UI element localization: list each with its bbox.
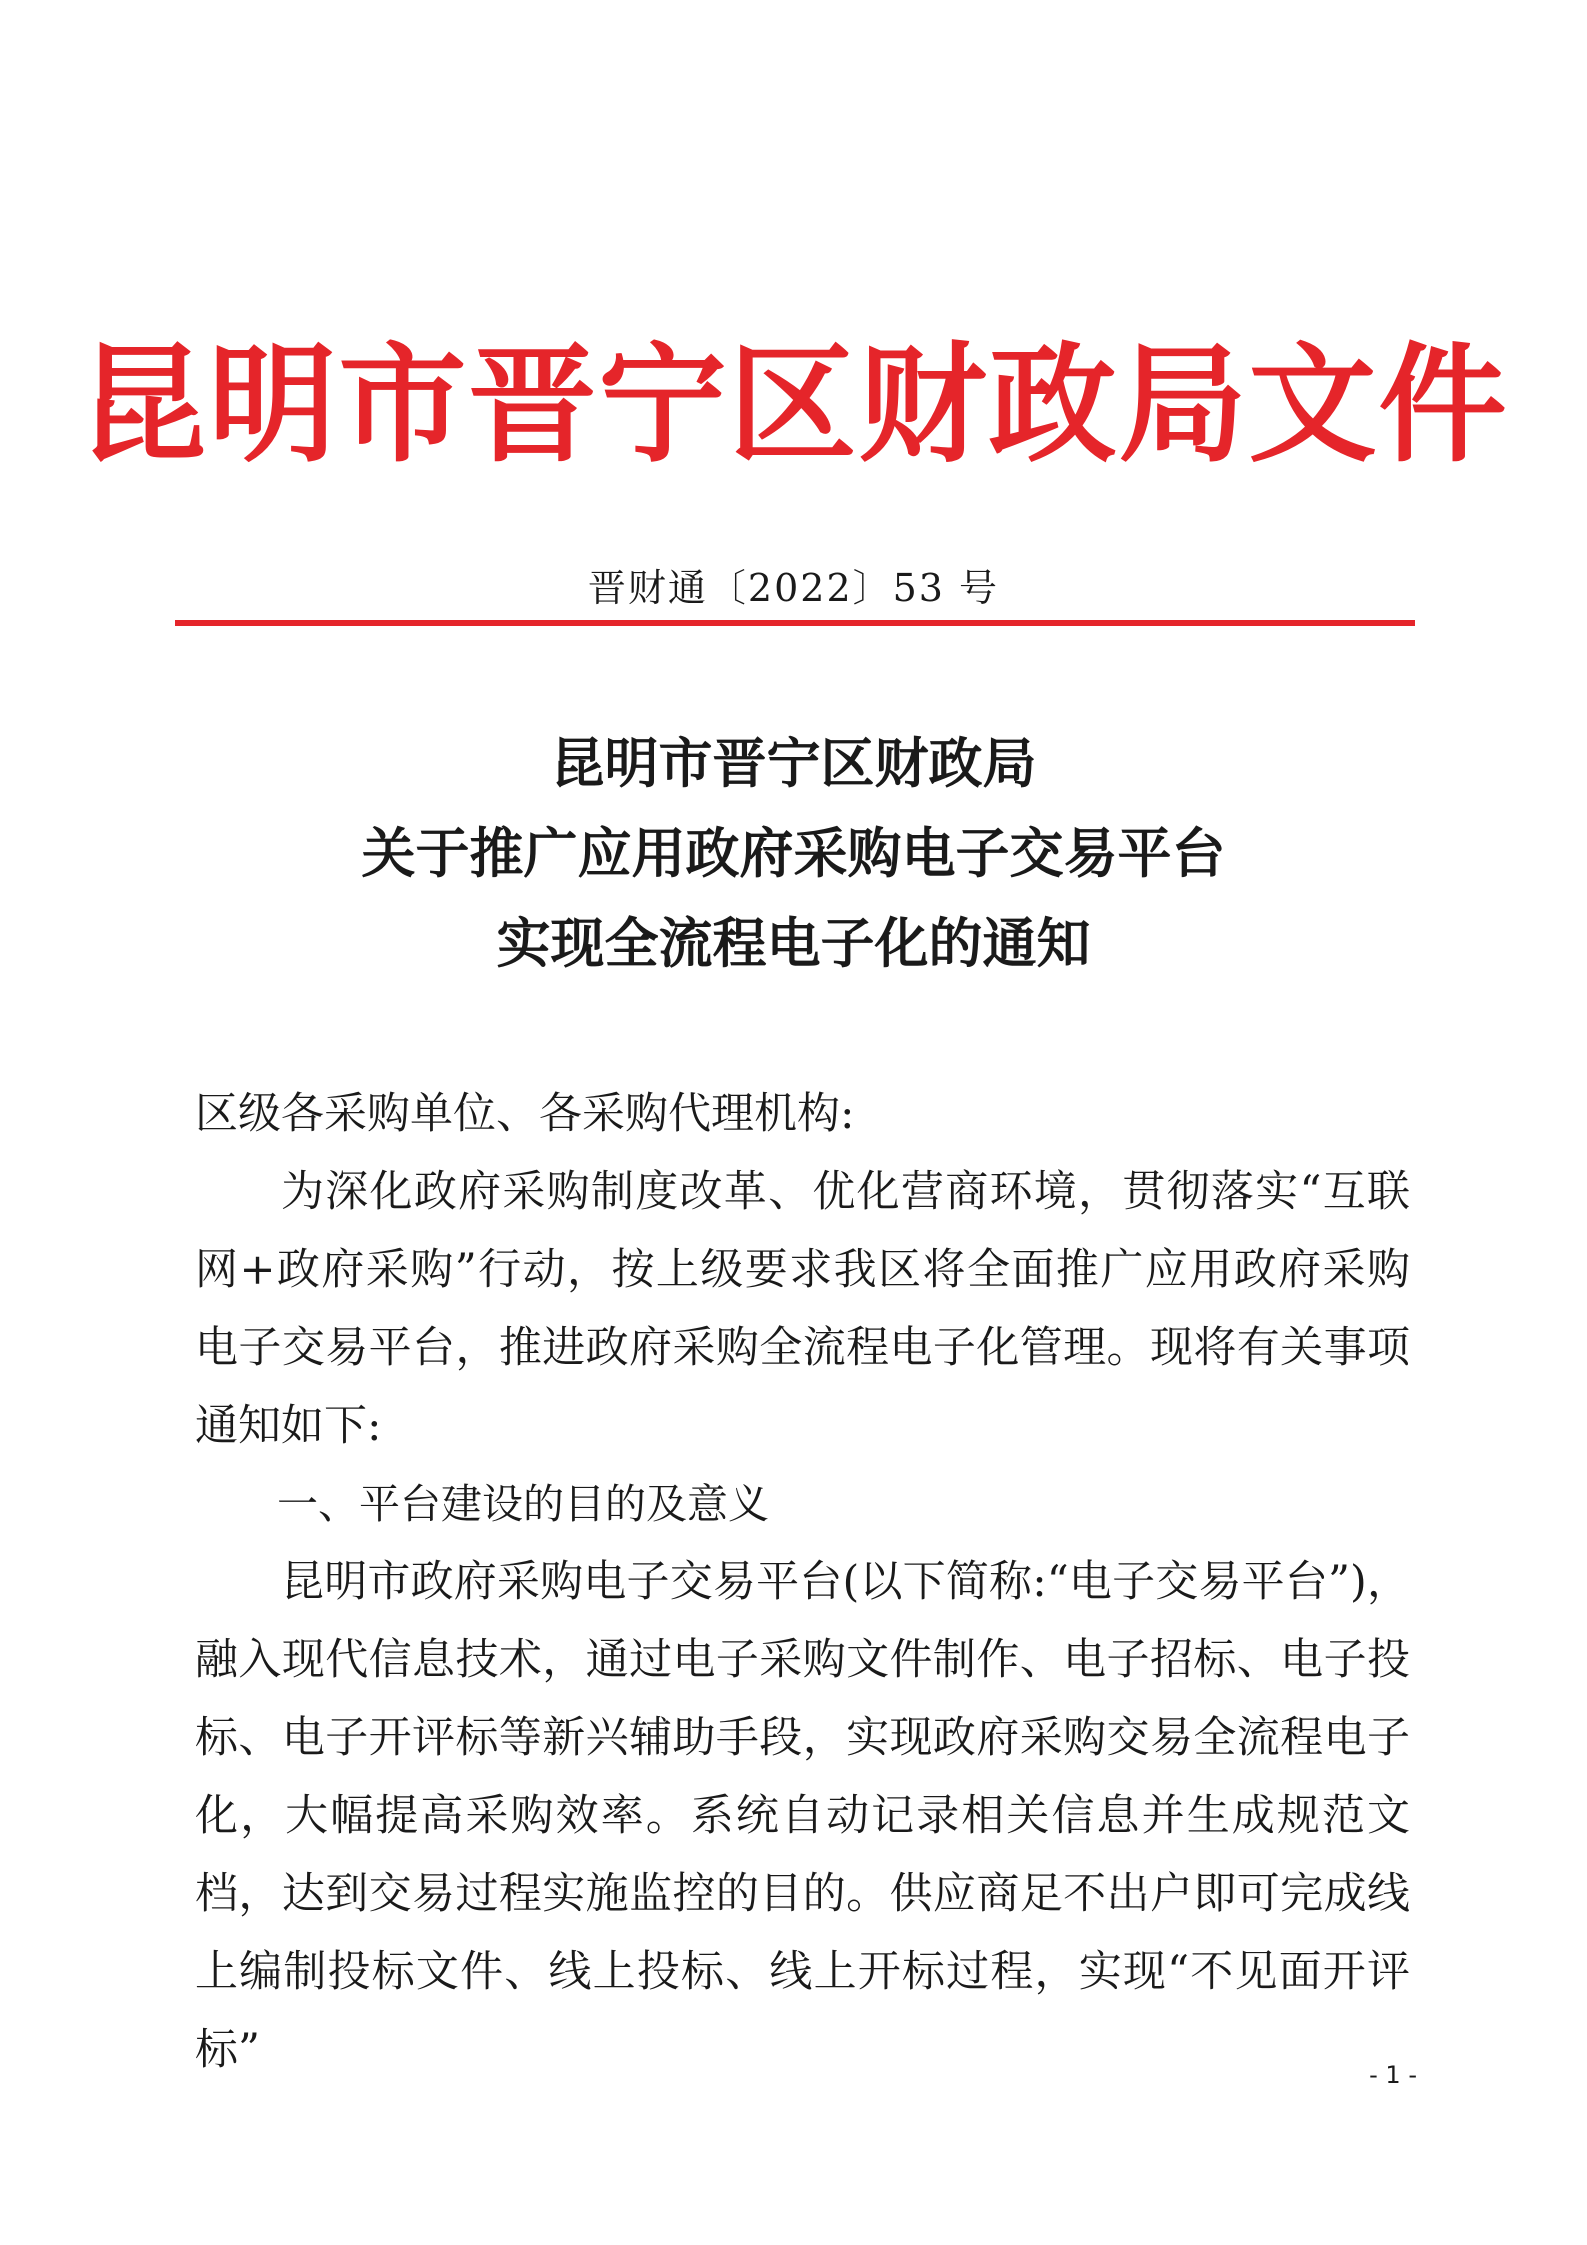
paragraph-intro: 为深化政府采购制度改革、优化营商环境，贯彻落实“互联网+政府采购”行动，按上级要求我区将全面推广应用政府采购电子交易平台，推进政府采购全流程电子化管理。现将有关事项通知如下: [195, 1167, 1410, 1451]
document-title [0, 718, 1587, 988]
title-line-1: 昆明市晋宁区财政局 [550, 731, 1037, 795]
title-line-2: 关于推广应用政府采购电子交易平台 [361, 821, 1226, 885]
red-divider-line [175, 620, 1415, 626]
salutation: 区级各采购单位、各采购代理机构: [195, 1089, 855, 1139]
document-number: 晋财通〔2022〕53 号 [587, 566, 1000, 610]
page-number: - 1 - [1369, 2061, 1417, 2089]
section-heading-1: 一、平台建设的目的及意义 [277, 1480, 769, 1528]
paragraph-platform: 昆明市政府采购电子交易平台(以下简称:“电子交易平台”)，融入现代信息技术，通过电子采购文件制作、电子招标、电子投标、电子开评标等新兴辅助手段，实现政府采购交易全流程电子化，大幅提高采购效率。系统自动记录相关信息并生成规范文档，达到交易过程实施监控的目的。供应商足不出户即可完成线上编制投标文件、线上投标、线上开标过程，实现“不见面开评标” [195, 1557, 1410, 2075]
title-line-3: 实现全流程电子化的通知 [496, 911, 1091, 975]
masthead-title: 昆明市晋宁区财政局文件 [78, 330, 1509, 480]
document-body [195, 1075, 1410, 2089]
